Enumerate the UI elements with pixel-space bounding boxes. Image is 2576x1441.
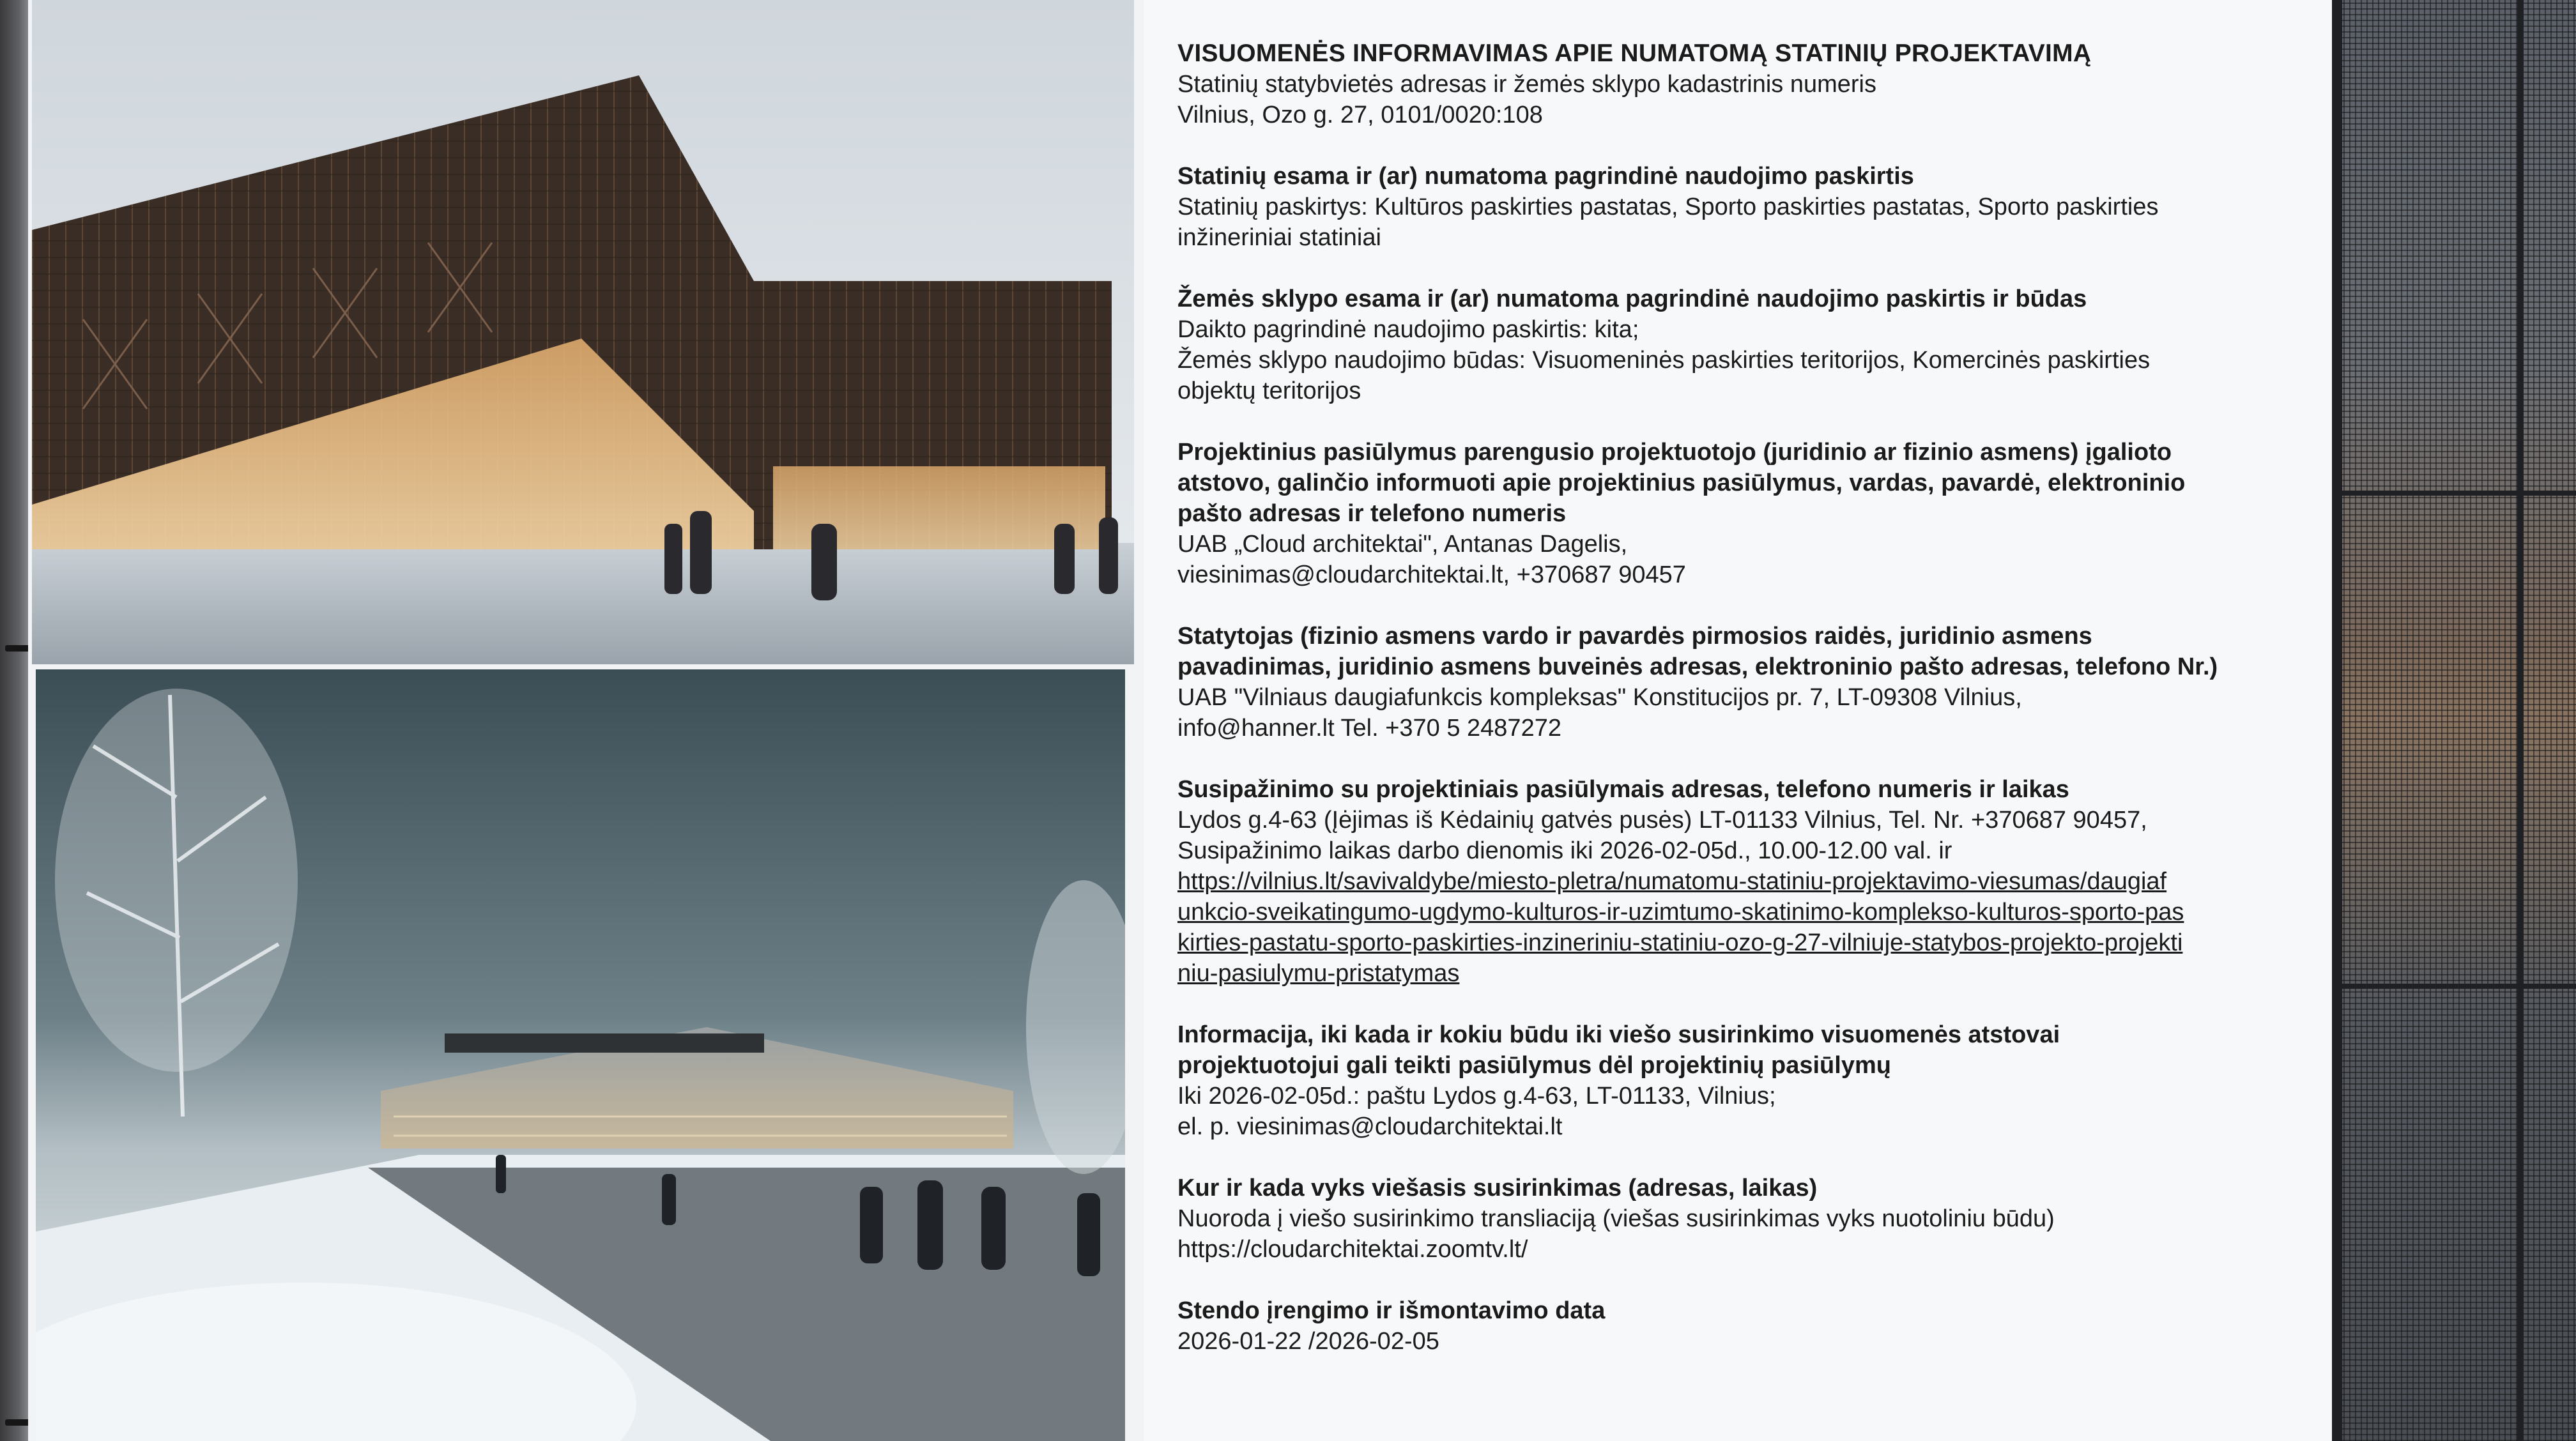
notice-intro [1177,38,2302,130]
fence-post [2517,0,2524,1441]
intro-line: Vilnius, Ozo g. 27, 0101/0020:108 [1177,102,1543,128]
section-line: UAB „Cloud architektai", Antanas Dagelis, [1177,531,1628,558]
section-heading: Kur ir kada vyks viešasis susirinkimas (adresas, laikas) [1177,1175,1818,1201]
section-line: inžineriniai statiniai [1177,224,1381,251]
project-url-line[interactable]: kirties-pastatu-sporto-paskirties-inzineriniu-statiniu-ozo-g-27-vilniuje-statybos-projekto-projekti [1177,929,2183,956]
section-public-meeting [1177,1173,2302,1265]
section-building-purpose [1177,161,2302,253]
section-line: el. p. viesinimas@cloudarchitektai.lt [1177,1113,1563,1140]
section-heading: Stendo įrengimo ir išmontavimo data [1177,1297,1606,1324]
section-stand-dates [1177,1295,2302,1357]
section-line: Susipažinimo laikas darbo dienomis iki 2026-02-05d., 10.00-12.00 val. ir [1177,837,1952,864]
fence-rail [2332,984,2576,989]
section-heading: Statytojas (fizinio asmens vardo ir pavardės pirmosios raidės, juridinio asmens [1177,623,2092,650]
building-rendering-2-art [36,669,1125,1441]
section-proposals [1177,1019,2302,1142]
intro-line: Statinių statybvietės adresas ir žemės sklypo kadastrinis numeris [1177,71,1877,98]
section-heading: Projektinius pasiūlymus parengusio projektuotojo (juridinio ar fizinio asmens) įgalioto [1177,439,2172,466]
section-heading: atstovo, galinčio informuoti apie projektinius pasiūlymus, vardas, pavardė, elektroninio [1177,469,2186,496]
mesh-fence [2332,0,2576,1441]
section-line: 2026-01-22 /2026-02-05 [1177,1328,1439,1355]
section-line: viesinimas@cloudarchitektai.lt, +370687 90457 [1177,561,1686,588]
building-rendering-2 [36,669,1125,1441]
building-rendering-1 [32,0,1134,664]
notice-text-panel [1144,0,2332,1441]
project-url-line[interactable]: niu-pasiulymu-pristatymas [1177,960,1460,987]
section-line: Lydos g.4-63 (Įėjimas iš Kėdainių gatvės pusės) LT-01133 Vilnius, Tel. Nr. +370687 90457, [1177,807,2147,834]
section-heading: projektuotojui gali teikti pasiūlymus dėl projektinių pasiūlymų [1177,1052,1891,1079]
section-land-purpose [1177,284,2302,406]
section-heading: pavadinimas, juridinio asmens buveinės adresas, elektroninio pašto adresas, telefono Nr.) [1177,653,2218,680]
fence-rail [2332,491,2576,496]
notice-document [1177,38,2302,1357]
section-line: Daikto pagrindinė naudojimo paskirtis: kita; [1177,316,1639,343]
section-line: Žemės sklypo naudojimo būdas: Visuomeninės paskirties teritorijos, Komercinės paskirties [1177,347,2150,374]
section-review-info [1177,774,2302,989]
section-line: objektų teritorijos [1177,377,1361,404]
section-heading: Susipažinimo su projektiniais pasiūlymais adresas, telefono numeris ir laikas [1177,776,2069,803]
section-developer [1177,621,2302,743]
project-url-line[interactable]: unkcio-sveikatingumo-ugdymo-kulturos-ir-uzimtumo-skatinimo-komplekso-kulturos-sporto-pas [1177,899,2184,926]
fence-post [2332,0,2342,1441]
meeting-url[interactable]: https://cloudarchitektai.zoomtv.lt/ [1177,1236,1528,1263]
section-line: Statinių paskirtys: Kultūros paskirties pastatas, Sporto paskirties pastatas, Sporto paskirties [1177,194,2159,220]
notice-title: VISUOMENĖS INFORMAVIMAS APIE NUMATOMĄ STATINIŲ PROJEKTAVIMĄ [1177,40,2092,67]
section-line: UAB "Vilniaus daugiafunkcis kompleksas" Konstitucijos pr. 7, LT-09308 Vilnius, [1177,684,2022,711]
section-line: Nuoroda į viešo susirinkimo transliaciją (viešas susirinkimas vyks nuotoliniu būdu) [1177,1205,2055,1232]
building-rendering-1-art [32,0,1134,664]
section-heading: pašto adresas ir telefono numeris [1177,500,1567,527]
section-heading: Statinių esama ir (ar) numatoma pagrindinė naudojimo paskirtis [1177,163,1914,190]
left-frame-post [0,0,31,1441]
section-heading: Informacija, iki kada ir kokiu būdu iki viešo susirinkimo visuomenės atstovai [1177,1021,2060,1048]
section-line: Iki 2026-02-05d.: paštu Lydos g.4-63, LT-01133, Vilnius; [1177,1083,1776,1109]
project-url-line[interactable]: https://vilnius.lt/savivaldybe/miesto-pletra/numatomu-statiniu-projektavimo-viesumas/daugiaf [1177,868,2167,895]
section-heading: Žemės sklypo esama ir (ar) numatoma pagrindinė naudojimo paskirtis ir būdas [1177,286,2087,312]
section-designer-contact [1177,437,2302,590]
section-line: info@hanner.lt Tel. +370 5 2487272 [1177,715,1561,742]
